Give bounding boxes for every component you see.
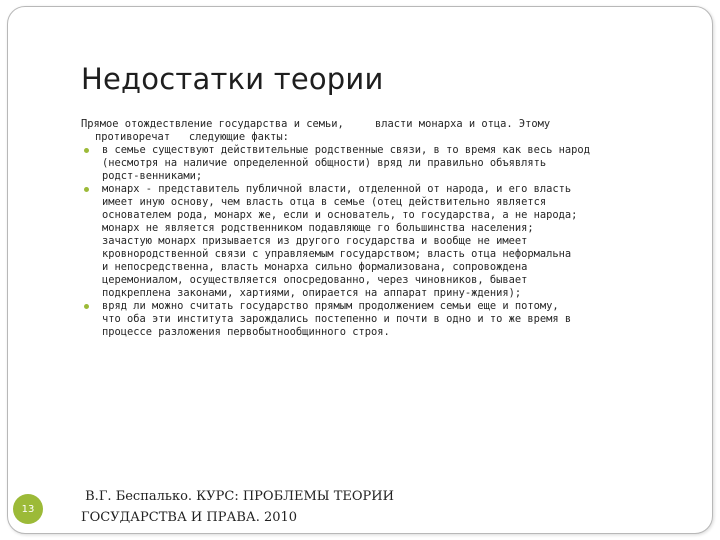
bullet-icon — [84, 304, 89, 309]
page-number-badge: 13 — [13, 494, 43, 524]
bullet-item-monarch — [81, 183, 671, 300]
bullet-line: зачастую монарх призывается из другого государства и вообще не имеет — [102, 235, 528, 247]
bullet-list — [81, 144, 671, 339]
slide-title: Недостатки теории — [81, 62, 384, 96]
intro-paragraph — [81, 118, 671, 144]
slide-body — [81, 118, 671, 339]
bullet-line: монарх не является родственником подавляюще го большинства населения; — [102, 222, 534, 234]
bullet-line: кровнородственной связи с управляемым государством; власть отца неформальна — [102, 248, 572, 260]
bullet-icon — [84, 187, 89, 192]
footer-line: В.Г. Беспалько. КУРС: ПРОБЛЕМЫ ТЕОРИИ — [81, 489, 394, 504]
footer-line: ГОСУДАРСТВА И ПРАВА. 2010 — [81, 510, 298, 525]
bullet-line: и непосредственна, власть монарха сильно формализована, сопровождена — [102, 261, 528, 273]
bullet-item-family-ties — [81, 144, 671, 183]
bullet-line: что оба эти института зарождались постепенно и почти в одно и то же время в — [102, 313, 572, 325]
footer-citation — [81, 486, 394, 528]
bullet-line: подкреплена законами, хартиями, опирается на аппарат прину-ждения); — [102, 287, 522, 299]
bullet-icon — [84, 148, 89, 153]
bullet-line: (несмотря на наличие определенной общности) вряд ли правильно объявлять — [102, 157, 547, 169]
bullet-line: монарх - представитель публичной власти, отделенной от народа, и его власть — [102, 183, 572, 195]
bullet-line: церемониалом, осуществляется опосредованно, через чиновников, бывает — [102, 274, 528, 286]
bullet-line: имеет иную основу, чем власть отца в семье (отец действительно является — [102, 196, 547, 208]
bullet-line: основателем рода, монарх же, если и основатель, то государства, а не народа; — [102, 209, 578, 221]
bullet-line: родст-венниками; — [102, 170, 203, 182]
bullet-item-origin — [81, 300, 671, 339]
intro-line: Прямое отождествление государства и семьи, власти монарха и отца. Этому — [81, 118, 551, 130]
bullet-line: вряд ли можно считать государство прямым продолжением семьи еще и потому, — [102, 300, 559, 312]
intro-line: противоречат следующие факты: — [95, 131, 289, 143]
bullet-line: в семье существуют действительные родственные связи, в то время как весь народ — [102, 144, 590, 156]
bullet-line: процессе разложения первобытнообщинного строя. — [102, 326, 390, 338]
